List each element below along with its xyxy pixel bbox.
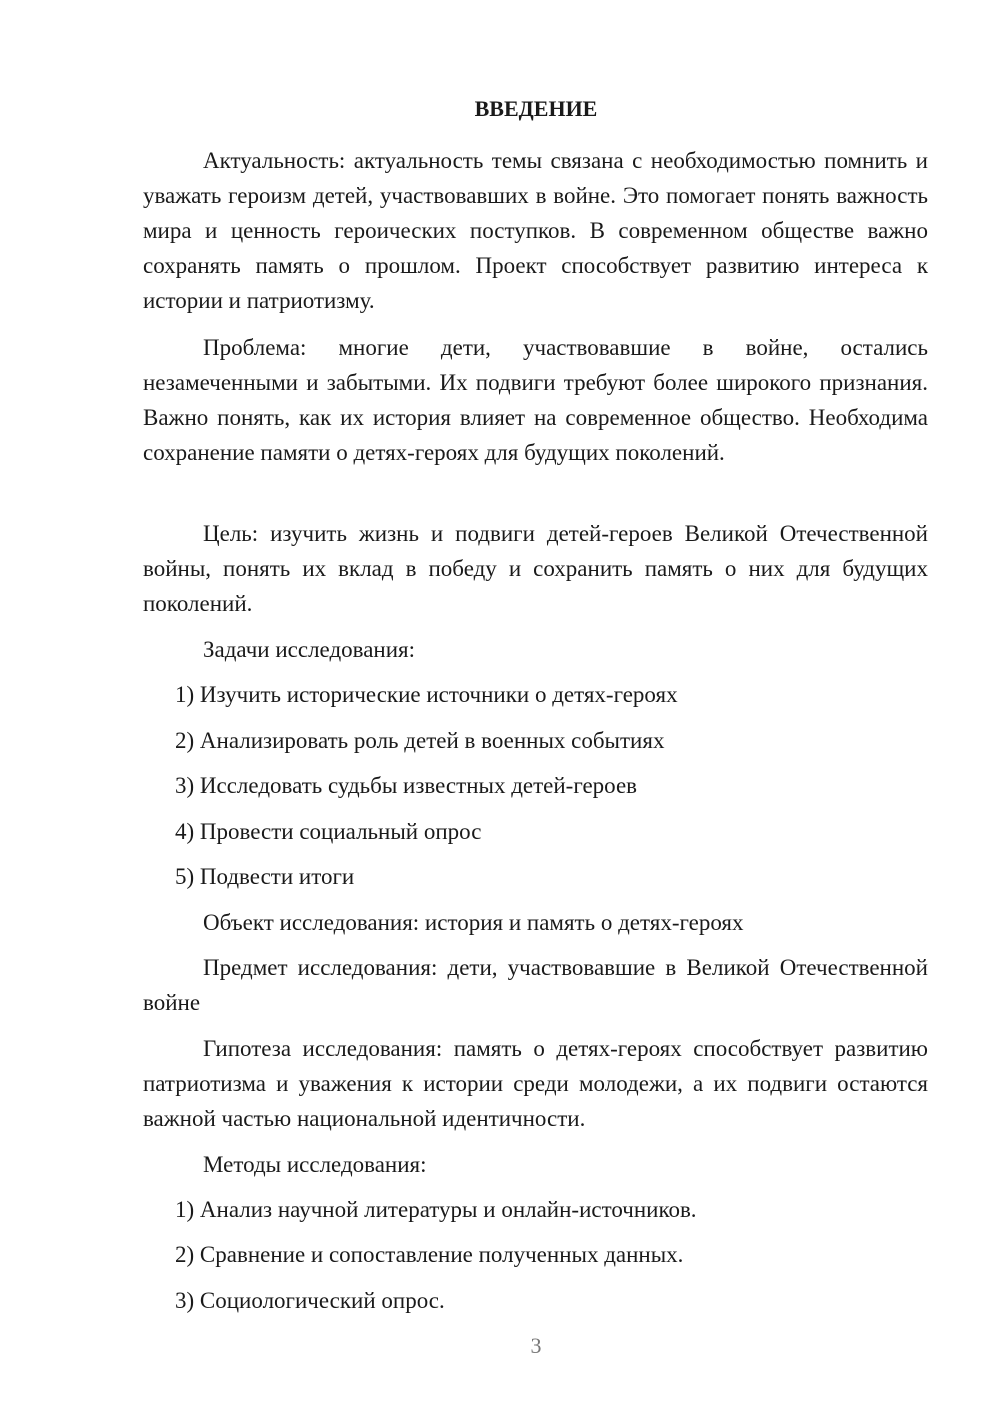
paragraph-subject: Предмет исследования: дети, участвовавшие в Великой Отечественной войне xyxy=(143,955,928,1015)
method-item: 3) Социологический опрос. xyxy=(175,1288,445,1313)
paragraph-goal: Цель: изучить жизнь и подвиги детей-героев Великой Отечественной войны, понять их вклад в победу и сохранить память о них для будущих поколений. xyxy=(143,521,928,616)
task-item: 1) Изучить исторические источники о детях-героях xyxy=(175,682,678,707)
paragraph-hypothesis: Гипотеза исследования: память о детях-героях способствует развитию патриотизма и уважения к истории среди молодежи, а их подвиги остаются важной частью национальной идентичности. xyxy=(143,1036,928,1131)
tasks-title: Задачи исследования: xyxy=(203,637,416,662)
method-item: 2) Сравнение и сопоставление полученных данных. xyxy=(175,1242,684,1267)
task-item: 2) Анализировать роль детей в военных событиях xyxy=(175,728,665,753)
paragraph-actuality: Актуальность: актуальность темы связана с необходимостью помнить и уважать героизм детей, участвовавших в войне. Это помогает понять важность мира и ценность героических поступков. В современном обществе важно сохранять память о прошлом. Проект способствует развитию интереса к истории и патриотизму. xyxy=(143,148,928,313)
page-title: ВВЕДЕНИЕ xyxy=(474,96,598,121)
method-item: 1) Анализ научной литературы и онлайн-источников. xyxy=(175,1197,697,1222)
task-item: 5) Подвести итоги xyxy=(175,864,355,889)
paragraph-object: Объект исследования: история и память о детях-героях xyxy=(203,910,744,935)
paragraph-problem: Проблема: многие дети, участвовавшие в войне, остались незамеченными и забытыми. Их подвиги требуют более широкого признания. Важно понять, как их история влияет на современное общество. Необходима сохранение памяти о детях-героях для будущих поколений. xyxy=(143,335,928,465)
task-item: 3) Исследовать судьбы известных детей-героев xyxy=(175,773,638,798)
page-number: 3 xyxy=(530,1333,542,1358)
task-item: 4) Провести социальный опрос xyxy=(175,819,482,844)
methods-title: Методы исследования: xyxy=(203,1152,427,1177)
